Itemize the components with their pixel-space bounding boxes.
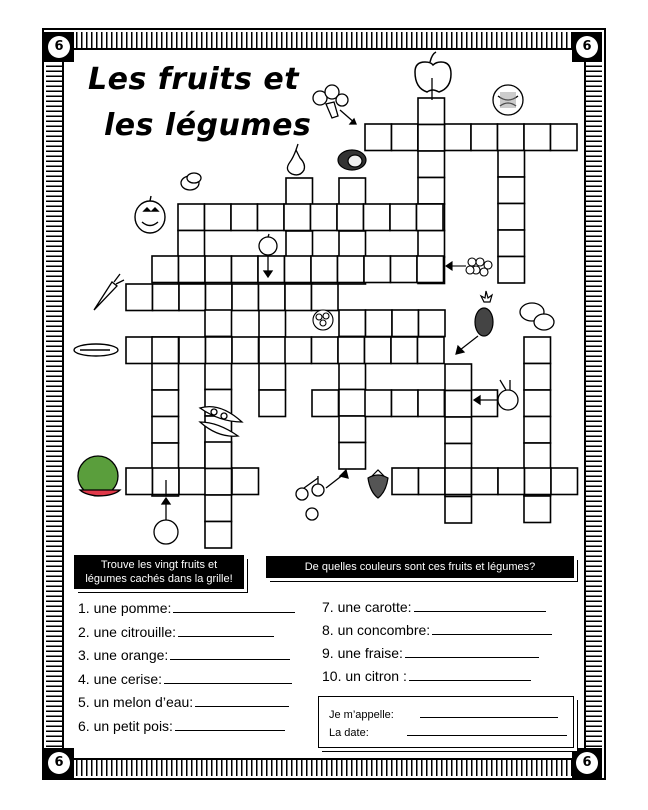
kiwi-icon [338, 150, 366, 170]
crossword-cell[interactable] [152, 256, 179, 283]
apple-icon [415, 52, 451, 92]
question-label: 2. une citrouille: [78, 623, 177, 640]
crossword-cell[interactable] [178, 231, 205, 258]
banner-left-line-1: Trouve les vingt fruits et [100, 559, 218, 571]
crossword-cell[interactable] [445, 417, 472, 444]
date-line[interactable] [407, 734, 567, 736]
crossword-cell[interactable] [126, 284, 153, 311]
crossword-cell[interactable] [366, 310, 393, 337]
name-label: Je m’appelle: [329, 709, 394, 721]
banner-instructions [74, 555, 244, 589]
crossword-cell[interactable] [126, 337, 153, 364]
pear-icon [287, 144, 304, 175]
crossword-cell[interactable] [445, 497, 472, 524]
crossword-cell[interactable] [445, 468, 472, 495]
crossword-cell[interactable] [445, 444, 472, 471]
crossword-cell[interactable] [498, 468, 525, 495]
crossword-cell[interactable] [286, 231, 313, 258]
crossword-cell[interactable] [153, 284, 180, 311]
crossword-cell[interactable] [498, 177, 525, 204]
crossword-cell[interactable] [498, 204, 525, 231]
cauliflower-icon [313, 310, 333, 330]
crossword-cell[interactable] [471, 124, 498, 151]
crossword-cell[interactable] [232, 284, 259, 311]
name-row [329, 709, 558, 721]
question-item [78, 718, 285, 734]
crossword-cell[interactable] [259, 311, 286, 338]
banner-colors-question: De quelles couleurs sont ces fruits et légumes? [266, 556, 574, 578]
page-number: 6 [576, 36, 598, 58]
crossword-cell[interactable] [205, 522, 232, 549]
name-date-box [318, 696, 574, 748]
cherries-icon [296, 470, 348, 520]
crossword-cell[interactable] [312, 337, 339, 364]
crossword-cell[interactable] [259, 390, 286, 417]
crossword-cell[interactable] [339, 416, 366, 443]
crossword-cell[interactable] [364, 256, 391, 283]
crossword-cell[interactable] [286, 178, 313, 205]
broccoli-icon [313, 85, 356, 124]
crossword-cell[interactable] [524, 390, 551, 417]
pumpkin-icon [135, 196, 165, 233]
crossword-cell[interactable] [179, 337, 206, 364]
answer-line[interactable] [173, 611, 295, 613]
crossword-cell[interactable] [206, 284, 233, 311]
crossword-cell[interactable] [205, 442, 232, 469]
crossword-cell[interactable] [339, 231, 366, 258]
watermelon-icon [78, 456, 120, 496]
crossword-cell[interactable] [205, 495, 232, 522]
crossword-cell[interactable] [417, 204, 444, 231]
crossword-cell[interactable] [232, 256, 259, 283]
answer-line[interactable] [414, 610, 546, 612]
answer-line[interactable] [409, 679, 531, 681]
crossword-cell[interactable] [445, 391, 472, 418]
crossword-cell[interactable] [365, 124, 392, 151]
crossword-cell[interactable] [418, 98, 445, 125]
crossword-cell[interactable] [524, 496, 551, 523]
crossword-cell[interactable] [498, 151, 525, 178]
crossword-cell[interactable] [498, 230, 525, 257]
title-line-1: Les fruits et [88, 62, 300, 97]
date-row [329, 727, 567, 739]
crossword-cell[interactable] [418, 178, 445, 205]
banner-left-line-2: légumes cachés dans la grille! [85, 573, 233, 585]
answer-line[interactable] [164, 682, 292, 684]
crossword-cell[interactable] [205, 469, 232, 496]
crossword-cell[interactable] [471, 390, 498, 417]
crossword-cell[interactable] [126, 468, 153, 495]
crossword-cell[interactable] [285, 256, 312, 283]
crossword-cell[interactable] [418, 125, 445, 152]
question-label: 5. un melon d’eau: [78, 694, 194, 710]
crossword-cell[interactable] [339, 178, 366, 205]
crossword-cell[interactable] [524, 364, 551, 391]
crossword-cell[interactable] [259, 337, 286, 364]
cucumber-icon [74, 344, 118, 356]
onion-icon [181, 173, 201, 190]
crossword-cell[interactable] [445, 124, 472, 151]
crossword-cell[interactable] [551, 468, 578, 495]
crossword-cell[interactable] [365, 337, 392, 364]
answer-line[interactable] [432, 633, 552, 635]
crossword-cell[interactable] [418, 390, 445, 417]
crossword-cell[interactable] [339, 443, 366, 470]
crossword-cell[interactable] [364, 204, 391, 231]
crossword-cell[interactable] [551, 124, 578, 151]
crossword-cell[interactable] [284, 204, 311, 231]
question-item [78, 600, 295, 616]
crossword-cell[interactable] [339, 390, 366, 417]
question-label: 4. une cerise: [78, 670, 163, 687]
crossword-cell[interactable] [179, 256, 206, 283]
crossword-cell[interactable] [339, 310, 366, 337]
question-item [322, 599, 546, 615]
question-label: 10. un citron : [322, 668, 407, 684]
crossword-cell[interactable] [365, 390, 392, 417]
cabbage-icon [493, 85, 523, 115]
crossword-cell[interactable] [498, 257, 525, 284]
crossword-cell[interactable] [152, 364, 179, 391]
crossword-cell[interactable] [525, 468, 552, 495]
question-item [78, 694, 289, 710]
crossword-cell[interactable] [392, 468, 419, 495]
lemon-icon [154, 498, 178, 544]
question-item [322, 645, 539, 661]
carrot-icon [94, 274, 124, 310]
crossword-cell[interactable] [524, 443, 551, 470]
answer-line[interactable] [405, 656, 539, 658]
question-label: 9. une fraise: [322, 645, 403, 661]
crossword-cell[interactable] [390, 204, 417, 231]
question-label: 8. un concombre: [322, 622, 431, 638]
question-item [78, 671, 292, 687]
name-line[interactable] [420, 716, 558, 718]
crossword-cell[interactable] [312, 284, 339, 311]
crossword-cell[interactable] [152, 390, 179, 417]
crossword-cell[interactable] [258, 256, 285, 283]
crossword-cell[interactable] [205, 204, 232, 231]
crossword-cell[interactable] [231, 204, 258, 231]
crossword-cell[interactable] [392, 310, 419, 337]
answer-line[interactable] [195, 705, 289, 707]
crossword-cell[interactable] [311, 204, 338, 231]
crossword-cell[interactable] [418, 151, 445, 178]
crossword-cell[interactable] [338, 337, 365, 364]
answer-line[interactable] [170, 658, 290, 660]
crossword-cell[interactable] [152, 443, 179, 470]
crossword-cell[interactable] [339, 363, 366, 390]
crossword-cell[interactable] [417, 256, 444, 283]
crossword-cell[interactable] [259, 284, 286, 311]
answer-line[interactable] [175, 729, 285, 731]
crossword-cell[interactable] [152, 337, 179, 364]
crossword-cell[interactable] [179, 468, 206, 495]
strawberry-icon [368, 470, 388, 498]
crossword-cell[interactable] [418, 337, 445, 364]
pineapple-icon [456, 291, 493, 354]
crossword-cell[interactable] [179, 284, 206, 311]
question-item [78, 647, 290, 663]
question-label: 3. une orange: [78, 647, 169, 663]
crossword-cell[interactable] [206, 337, 233, 364]
page-number: 6 [48, 36, 70, 58]
crossword-cell[interactable] [232, 337, 259, 364]
question-item [78, 624, 274, 640]
crossword-cell[interactable] [419, 468, 446, 495]
page-number: 6 [48, 752, 70, 774]
question-label: 6. un petit pois: [78, 717, 173, 734]
crossword-cell[interactable] [391, 256, 418, 283]
crossword-cell[interactable] [232, 468, 259, 495]
crossword-cell[interactable] [205, 310, 232, 337]
crossword-cell[interactable] [285, 284, 312, 311]
grapes-icon [446, 258, 492, 276]
crossword-cell[interactable] [258, 204, 285, 231]
crossword-cell[interactable] [524, 417, 551, 444]
crossword-cell[interactable] [338, 256, 365, 283]
page-number: 6 [576, 752, 598, 774]
question-label: 1. une pomme: [78, 600, 172, 616]
crossword-cell[interactable] [391, 337, 418, 364]
crossword-cell[interactable] [205, 363, 232, 390]
crossword-cell[interactable] [311, 256, 338, 283]
potato-icon [520, 303, 554, 330]
crossword-cell[interactable] [392, 390, 419, 417]
crossword-cell[interactable] [524, 337, 551, 364]
crossword-cell[interactable] [152, 417, 179, 444]
crossword-cell[interactable] [205, 256, 232, 283]
crossword-cell[interactable] [312, 390, 339, 417]
question-label: 7. une carotte: [322, 599, 412, 615]
crossword-cell[interactable] [285, 337, 312, 364]
crossword-cell[interactable] [445, 364, 472, 391]
date-label: La date: [329, 727, 369, 739]
question-item [322, 668, 531, 684]
crossword-cell[interactable] [259, 364, 286, 391]
crossword-cell[interactable] [178, 204, 205, 231]
crossword-cell[interactable] [524, 124, 551, 151]
answer-line[interactable] [178, 635, 274, 637]
question-item [322, 622, 552, 638]
title-line-2: les légumes [104, 108, 312, 143]
crossword-cell[interactable] [419, 310, 446, 337]
crossword-cell[interactable] [392, 124, 419, 151]
crossword-cell[interactable] [418, 231, 445, 258]
crossword-cell[interactable] [498, 124, 525, 151]
crossword-cell[interactable] [337, 204, 364, 231]
crossword-cell[interactable] [472, 468, 499, 495]
